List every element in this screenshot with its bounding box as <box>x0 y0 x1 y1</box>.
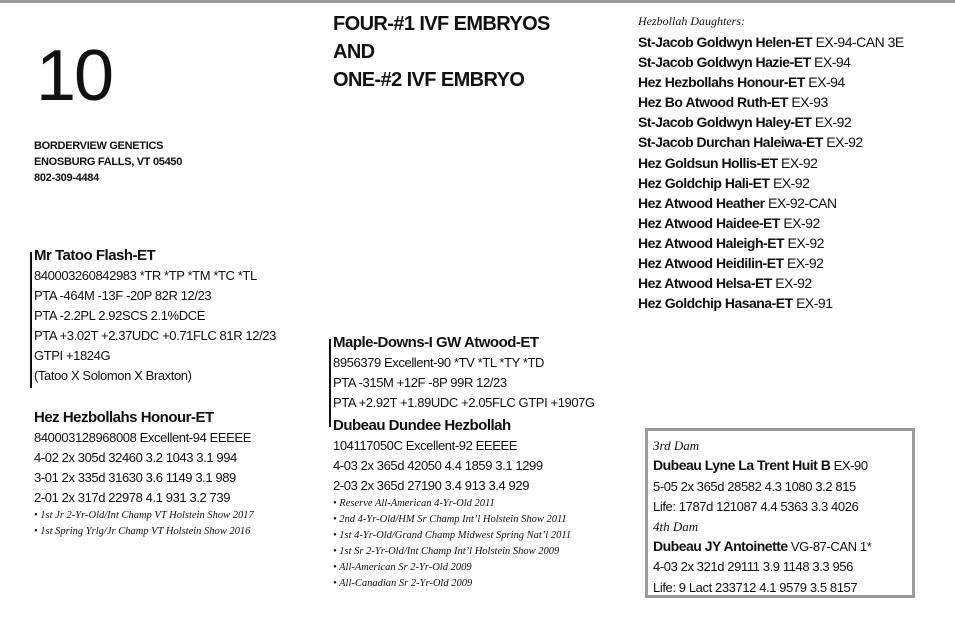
daughter-score: EX-94 <box>808 74 845 91</box>
sire-line: GTPI +1824G <box>34 348 111 363</box>
third-dam-line: 5-05 2x 365d 28582 4.3 1080 3.2 815 <box>653 478 856 494</box>
daughter-item <box>638 92 904 112</box>
fourth-dam-score: VG-87-CAN 1* <box>790 538 872 554</box>
headline-line: FOUR-#1 IVF EMBRYOS <box>333 13 550 35</box>
dam-note: • 1st Spring Yrlg/Jr Champ VT Holstein Show 2016 <box>34 526 251 537</box>
sire-name: Mr Tatoo Flash-ET <box>34 247 156 264</box>
headline <box>333 10 550 94</box>
daughter-name: St-Jacob Durchan Haleiwa-ET <box>638 134 823 151</box>
daughter-name: Hez Goldsun Hollis-ET <box>638 154 778 171</box>
maternal-dam-note: • 1st 4-Yr-Old/Grand Champ Midwest Spring Nat’l 2011 <box>333 530 572 541</box>
daughter-item <box>638 72 904 92</box>
pedigree-bar <box>329 339 331 427</box>
sire-block <box>34 246 276 386</box>
daughter-score: EX-92 <box>814 114 852 131</box>
daughter-name: St-Jacob Goldwyn Helen-ET <box>638 34 813 50</box>
daughter-name: Hez Atwood Heidilin-ET <box>638 255 784 272</box>
sire-line: PTA -2.2PL 2.92SCS 2.1%DCE <box>34 308 205 323</box>
daughter-name: St-Jacob Goldwyn Hazie-ET <box>638 54 811 71</box>
fourth-dam-line: 4-03 2x 321d 29111 3.9 1148 3.3 956 <box>653 559 853 574</box>
headline-line: AND <box>333 41 375 63</box>
dam-line: 4-02 2x 305d 32460 3.2 1043 3.1 994 <box>34 450 237 465</box>
maternal-dam-note: • 2nd 4-Yr-Old/HM Sr Champ Int’l Holstein Show 2011 <box>333 514 567 525</box>
dam-name: Hez Hezbollahs Honour-ET <box>34 409 214 426</box>
sire-line: PTA -464M -13F -20P 82R 12/23 <box>34 288 212 303</box>
daughter-item <box>638 153 904 173</box>
daughter-name: Hez Atwood Heather <box>638 194 765 211</box>
daughter-score: EX-92 <box>772 174 810 191</box>
maternal-dam-name: Dubeau Dundee Hezbollah <box>333 417 511 434</box>
daughter-name: Hez Atwood Helsa-ET <box>638 275 772 292</box>
dam-note: • 1st Jr 2-Yr-Old/Int Champ VT Holstein Show 2017 <box>34 510 254 521</box>
daughter-score: EX-94 <box>814 54 851 71</box>
daughter-name: Hez Atwood Haleigh-ET <box>638 234 785 251</box>
daughter-item <box>638 112 904 132</box>
daughter-item <box>638 293 904 313</box>
maternal-sire-line: 8956379 Excellent-90 *TV *TL *TY *TD <box>333 355 545 370</box>
daughter-score: EX-92 <box>781 154 818 171</box>
maternal-sire-block <box>333 333 595 413</box>
fourth-dam-header <box>653 536 912 558</box>
third-dam-score: EX-90 <box>833 458 868 473</box>
third-dam-name: Dubeau Lyne La Trent Huit B <box>653 457 831 473</box>
daughter-item <box>638 213 904 233</box>
daughter-item <box>638 32 904 52</box>
breeder-phone: 802-309-4484 <box>34 172 99 184</box>
maternal-dam-note: • All-Canadian Sr 2-Yr-Old 2009 <box>333 578 473 589</box>
dam-line: 3-01 2x 335d 31630 3.6 1149 3.1 989 <box>34 470 236 485</box>
daughters-header: Hezbollah Daughters: <box>638 14 745 28</box>
daughter-score: EX-92 <box>786 255 824 272</box>
maternal-dam-block <box>333 416 571 592</box>
daughter-score: EX-92 <box>775 275 812 292</box>
maternal-dam-line: 2-03 2x 365d 27190 3.4 913 3.4 929 <box>333 478 530 493</box>
fourth-dam-name: Dubeau JY Antoinette <box>653 537 788 554</box>
daughter-name: Hez Goldchip Hali-ET <box>638 174 770 191</box>
daughter-score: EX-93 <box>791 94 828 111</box>
breeder-info <box>34 138 182 186</box>
daughter-item <box>638 273 904 293</box>
sire-line: (Tatoo X Solomon X Braxton) <box>34 368 192 383</box>
daughter-name: Hez Goldchip Hasana-ET <box>638 295 793 312</box>
third-dam-line: Life: 1787d 121087 4.4 5363 3.3 4026 <box>653 499 859 514</box>
pedigree-bar <box>30 252 32 388</box>
fourth-dam-line: Life: 9 Lact 233712 4.1 9579 3.5 8157 <box>653 579 858 595</box>
third-dam-label: 3rd Dam <box>653 438 700 453</box>
maternal-dam-note: • Reserve All-American 4-Yr-Old 2011 <box>333 498 495 509</box>
maternal-dam-note: • All-American Sr 2-Yr-Old 2009 <box>333 562 472 573</box>
headline-line: ONE-#2 IVF EMBRYO <box>333 69 525 91</box>
third-dam-header <box>653 455 912 477</box>
daughter-name: Hez Atwood Haidee-ET <box>638 214 780 231</box>
daughter-item <box>638 132 904 152</box>
lot-number: 10 <box>36 36 113 116</box>
daughter-item <box>638 193 904 213</box>
daughter-name: St-Jacob Goldwyn Haley-ET <box>638 114 812 131</box>
daughter-item <box>638 233 904 253</box>
sire-line: 840003260842983 *TR *TP *TM *TC *TL <box>34 268 257 283</box>
dam-block <box>34 408 254 540</box>
maternal-dam-note: • 1st Sr 2-Yr-Old/Int Champ Int’l Holstein Show 2009 <box>333 546 560 557</box>
daughter-score: EX-94-CAN 3E <box>815 34 904 50</box>
top-rule <box>0 0 955 3</box>
dam-line: 840003128968008 Excellent-94 EEEEE <box>34 430 251 445</box>
maternal-sire-name: Maple-Downs-I GW Atwood-ET <box>333 334 539 351</box>
daughter-score: EX-92 <box>826 134 863 151</box>
maternal-sire-line: PTA -315M +12F -8P 99R 12/23 <box>333 375 507 390</box>
daughter-item <box>638 52 904 72</box>
daughters-list <box>638 12 904 313</box>
sire-line: PTA +3.02T +2.37UDC +0.71FLC 81R 12/23 <box>34 328 276 343</box>
dam-line: 2-01 2x 317d 22978 4.1 931 3.2 739 <box>34 490 231 505</box>
breeder-location: ENOSBURG FALLS, VT 05450 <box>34 156 183 168</box>
maternal-dam-line: 104117050C Excellent-92 EEEEE <box>333 438 518 453</box>
maternal-sire-line: PTA +2.92T +1.89UDC +2.05FLC GTPI +1907G <box>333 395 595 410</box>
daughter-score: EX-92-CAN <box>768 194 837 211</box>
daughter-score: EX-91 <box>796 295 833 312</box>
daughter-item <box>638 253 904 273</box>
daughter-item <box>638 173 904 193</box>
fourth-dam-label: 4th Dam <box>653 518 699 534</box>
daughter-name: Hez Bo Atwood Ruth-ET <box>638 94 788 111</box>
daughter-score: EX-92 <box>787 234 824 251</box>
daughter-score: EX-92 <box>783 214 820 231</box>
ancestor-box <box>645 428 915 598</box>
maternal-dam-line: 4-03 2x 365d 42050 4.4 1859 3.1 1299 <box>333 458 543 473</box>
breeder-name: BORDERVIEW GENETICS <box>34 140 164 152</box>
daughter-name: Hez Hezbollahs Honour-ET <box>638 74 805 91</box>
